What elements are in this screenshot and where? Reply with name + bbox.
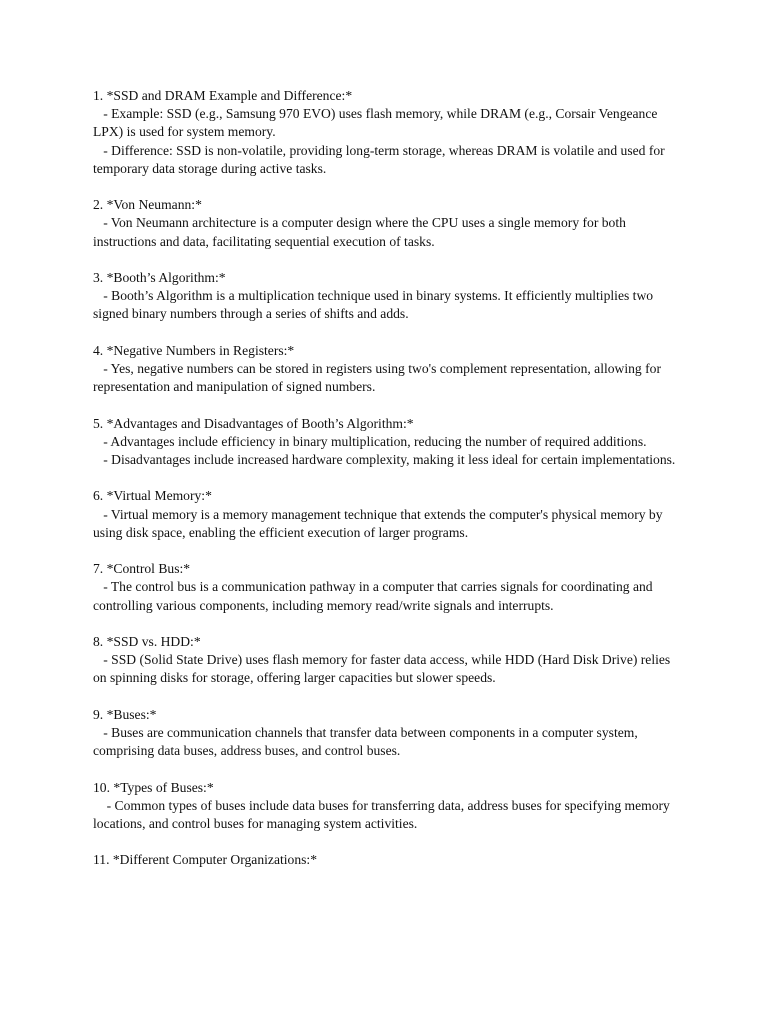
item-heading: 9. *Buses:* <box>93 706 157 722</box>
qa-item <box>93 633 683 688</box>
item-paragraph: - Virtual memory is a memory management technique that extends the computer's physical memory by using disk space, enabling the efficient execution of larger programs. <box>93 506 666 540</box>
item-paragraph: - The control bus is a communication pathway in a computer that carries signals for coordinating and controlling various components, including memory read/write signals and interrupts. <box>93 579 656 613</box>
qa-item <box>93 779 683 834</box>
item-paragraph: - SSD (Solid State Drive) uses flash memory for faster data access, while HDD (Hard Disk Drive) relies on spinning disks for storage, offering larger capacities but slower speeds. <box>93 652 674 686</box>
item-heading: 8. *SSD vs. HDD:* <box>93 633 201 649</box>
item-paragraph: - Disadvantages include increased hardware complexity, making it less ideal for certain implementations. <box>93 452 676 467</box>
item-heading: 10. *Types of Buses:* <box>93 779 214 795</box>
item-paragraph: - Common types of buses include data buses for transferring data, address buses for specifying memory locations, and control buses for managing system activities. <box>93 797 674 831</box>
item-paragraph: - Difference: SSD is non-volatile, providing long-term storage, whereas DRAM is volatile and used for temporary data storage during active tasks. <box>93 142 669 176</box>
qa-item <box>93 87 683 178</box>
item-heading: 6. *Virtual Memory:* <box>93 488 212 504</box>
item-paragraph: - Advantages include efficiency in binary multiplication, reducing the number of required additions. <box>93 433 647 449</box>
item-heading: 11. *Different Computer Organizations:* <box>93 852 317 868</box>
item-heading: 7. *Control Bus:* <box>93 561 191 577</box>
item-paragraph: - Buses are communication channels that transfer data between components in a computer system, comprising data buses, address buses, and control buses. <box>93 724 642 759</box>
item-paragraph: - Example: SSD (e.g., Samsung 970 EVO) uses flash memory, while DRAM (e.g., Corsair Vengeance LPX) is used for system memory. <box>93 106 661 140</box>
qa-item <box>93 706 683 761</box>
qa-item <box>93 560 683 615</box>
item-heading: 2. *Von Neumann:* <box>93 197 202 213</box>
item-paragraph: - Booth’s Algorithm is a multiplication technique used in binary systems. It efficiently multiplies two signed binary numbers through a series of shifts and adds. <box>93 288 657 322</box>
qa-item <box>93 196 683 251</box>
item-heading: 1. *SSD and DRAM Example and Difference:* <box>93 88 353 103</box>
item-paragraph: - Yes, negative numbers can be stored in registers using two's complement representation, allowing for representation and manipulation of signed numbers. <box>93 361 665 395</box>
item-heading: 5. *Advantages and Disadvantages of Booth’s Algorithm:* <box>93 415 414 431</box>
qa-item <box>93 487 683 542</box>
item-heading: 4. *Negative Numbers in Registers:* <box>93 342 295 358</box>
document-body <box>93 87 683 888</box>
item-heading: 3. *Booth’s Algorithm:* <box>93 270 226 285</box>
qa-item <box>93 851 683 869</box>
qa-item <box>93 342 683 397</box>
qa-item <box>93 415 683 470</box>
qa-item <box>93 269 683 324</box>
item-paragraph: - Von Neumann architecture is a computer design where the CPU uses a single memory for both instructions and data, facilitating sequential execution of tasks. <box>93 215 630 249</box>
